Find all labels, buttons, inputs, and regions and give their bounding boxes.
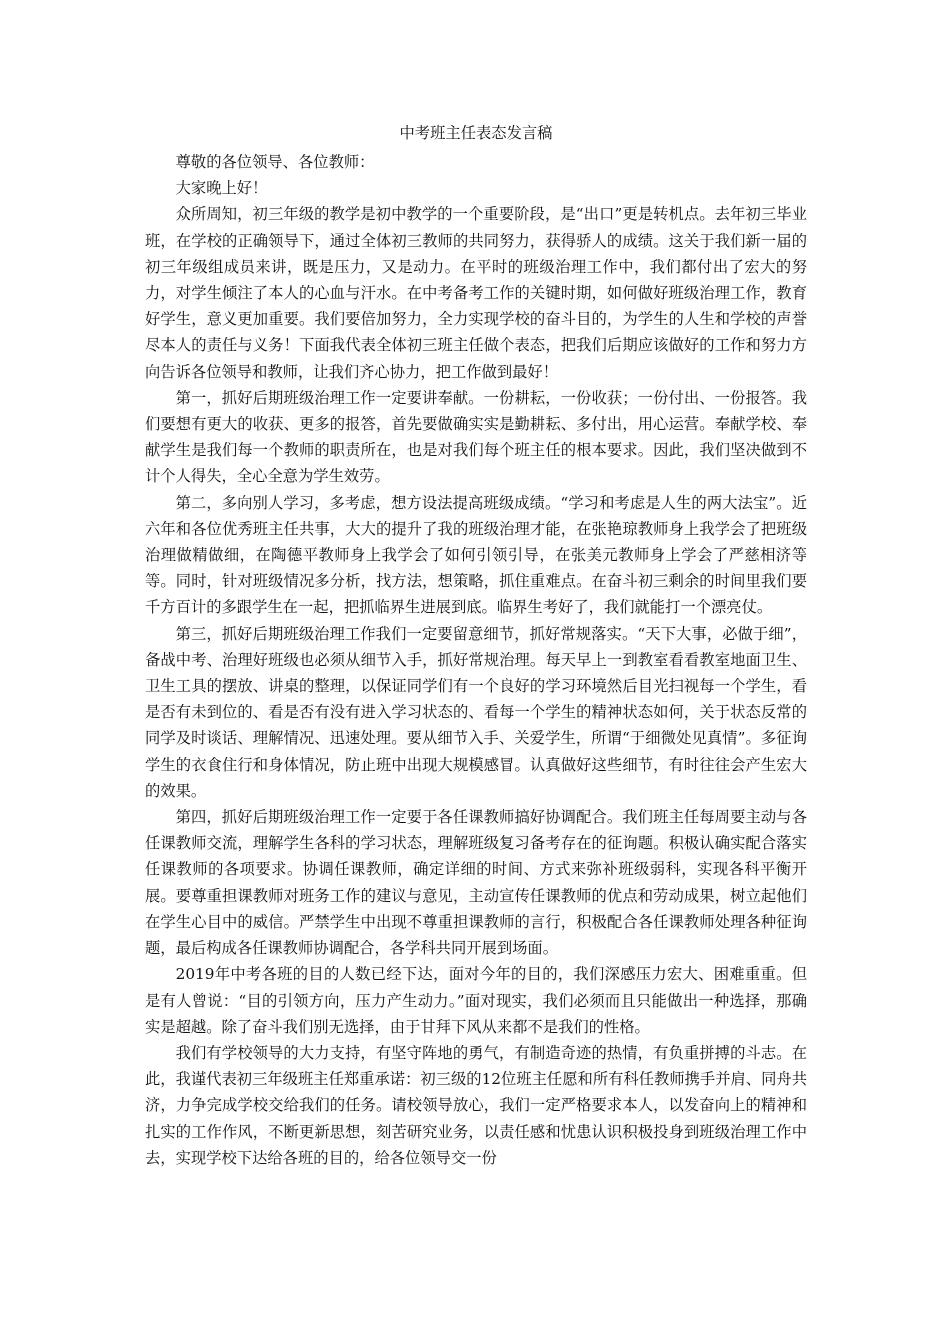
greeting: 大家晚上好！ xyxy=(175,179,268,198)
paragraph-third-point: 第三，抓好后期班级治理工作我们一定要留意细节，抓好常规落实。“天下大事，必做于细”，备战中考、治理好班级也必须从细节入手，抓好常规治理。每天早上一到教室看看教室地面卫生、卫生工具的摆放、讲桌的整理，以保证同学们有一个良好的学习环境然后目光扫视每一个学生，看是否有未到位的、看是否有没有进入学习状态的、看每一个学生的精神状态如何，关于状态反常的同学及时谈话、理解情况、迅速处理。要从细节入手、关爱学生，所谓“于细微处见真情”。多征询学生的衣食住行和身体情况，防止班中出现大规模感冒。认真做好这些细节，有时往往会产生宏大的效果。 xyxy=(145,624,807,800)
paragraph-intro: 众所周知，初三年级的教学是初中教学的一个重要阶段，是“出口”更是转机点。去年初三毕业班，在学校的正确领导下，通过全体初三教师的共同努力，获得骄人的成绩。这关于我们新一届的初三年级组成员来讲，既是压力，又是动力。在平时的班级治理工作中，我们都付出了宏大的努力，对学生倾注了本人的心血与汗水。在中考备考工作的关键时期，如何做好班级治理工作，教育好学生，意义更加重要。我们要倍加努力，全力实现学校的奋斗目的，为学生的人生和学校的声誉尽本人的责任与义务！下面我代表全体初三班主任做个表态，把我们后期应该做好的工作和努力方向告诉各位领导和教师，让我们齐心协力，把工作做到最好！ xyxy=(145,205,807,381)
paragraph-commitment: 我们有学校领导的大力支持，有坚守阵地的勇气，有制造奇迹的热情，有负重拼搏的斗志。在此，我谨代表初三年级班主任郑重承诺：初三级的12位班主任愿和所有科任教师携手并肩、同舟共济，力争完成学校交给我们的任务。请校领导放心，我们一定严格要求本人，以发奋向上的精神和扎实的工作作风，不断更新思想，刻苦研究业务，以责任感和忧患认识积极投身到班级治理工作中去，实现学校下达给各班的目的，给各位领导交一份 xyxy=(145,1043,807,1167)
document-title: 中考班主任表态发言稿 xyxy=(399,124,553,142)
salutation: 尊敬的各位领导、各位教师： xyxy=(175,153,375,171)
paragraph-fourth-point: 第四，抓好后期班级治理工作一定要于各任课教师搞好协调配合。我们班主任每周要主动与各任课教师交流，理解学生各科的学习状态，理解班级复习备考存在的征询题。积极认确实配合落实任课教师的各项要求。协调任课教师，确定详细的时间、方式来弥补班级弱科，实现各科平衡开展。要尊重担课教师对班务工作的建议与意见，主动宣传任课教师的优点和劳动成果，树立起他们在学生心目中的威信。严禁学生中出现不尊重担课教师的言行，积极配合各任课教师处理各种征询题，最后构成各任课教师协调配合，各学科共同开展到场面。 xyxy=(145,808,807,958)
paragraph-second-point: 第二，多向别人学习，多考虑，想方设法提高班级成绩。“学习和考虑是人生的两大法宝”。近六年和各位优秀班主任共事，大大的提升了我的班级治理才能，在张艳琼教师身上我学会了把班级治理做精做细，在陶德平教师身上我学会了如何引领引导，在张美元教师身上学会了严慈相济等等。同时，针对班级情况多分析，找方法，想策略，抓住重难点。在奋斗初三剩余的时间里我们要千方百计的多跟学生在一起，把抓临界生进展到底。临界生考好了，我们就能打一个漂亮仗。 xyxy=(145,493,807,617)
paragraph-first-point: 第一，抓好后期班级治理工作一定要讲奉献。一份耕耘，一份收获；一份付出、一份报答。我们要想有更大的收获、更多的报答，首先要做确实实是勤耕耘、多付出，用心运营。奉献学校、奉献学生是我们每一个教师的职责所在，也是对我们每个班主任的根本要求。因此，我们坚决做到不计个人得失，全心全意为学生效劳。 xyxy=(145,388,807,486)
document-page xyxy=(145,120,807,1171)
paragraph-targets: 2019年中考各班的目的人数已经下达，面对今年的目的，我们深感压力宏大、困难重重。但是有人曾说：“目的引领方向，压力产生动力。”面对现实，我们必须而且只能做出一种选择，那确实是超越。除了奋斗我们别无选择，由于甘拜下风从来都不是我们的性格。 xyxy=(145,965,807,1036)
